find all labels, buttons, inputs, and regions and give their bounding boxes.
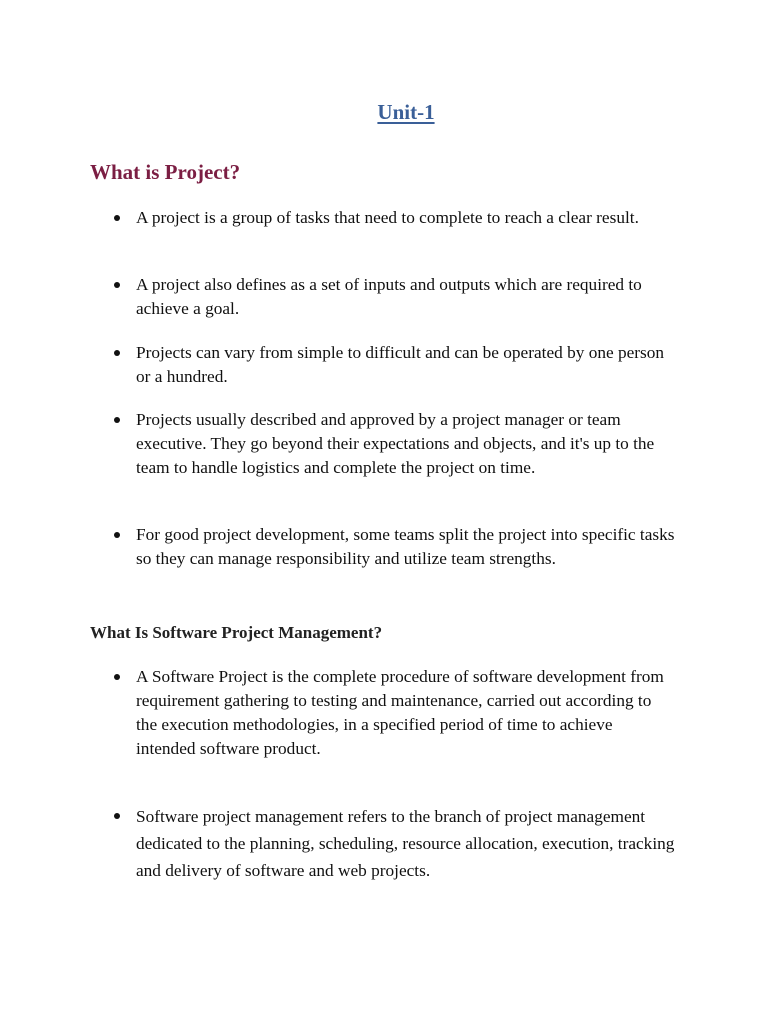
bullet-icon bbox=[114, 417, 120, 423]
list-item bbox=[136, 341, 676, 389]
list-item bbox=[136, 665, 676, 761]
bullet-icon bbox=[114, 282, 120, 288]
bullet-icon bbox=[114, 674, 120, 680]
bullet-icon bbox=[114, 350, 120, 356]
list-item bbox=[136, 273, 676, 321]
bullet-icon bbox=[114, 215, 120, 221]
list-item-text: For good project development, some teams split the project into specific tasks so they can manage responsibility and utilize team strengths. bbox=[136, 525, 675, 568]
list-item-text: A project also defines as a set of inputs and outputs which are required to achieve a goal. bbox=[136, 275, 642, 318]
list-item bbox=[136, 803, 676, 884]
list-item-text: Projects usually described and approved by a project manager or team executive. They go beyond their expectations and objects, and it's up to the team to handle logistics and complete the project on time. bbox=[136, 410, 655, 477]
list-item-text: Projects can vary from simple to difficult and can be operated by one person or a hundred. bbox=[136, 343, 665, 386]
bullet-icon bbox=[114, 532, 120, 538]
list-item bbox=[136, 523, 676, 571]
unit-title: Unit-1 bbox=[377, 100, 435, 124]
section-heading-what-is-project: What is Project? bbox=[90, 160, 241, 184]
list-item-text: A project is a group of tasks that need to complete to reach a clear result. bbox=[136, 208, 639, 227]
list-item bbox=[136, 408, 676, 480]
bullet-icon bbox=[114, 813, 120, 819]
section-heading-software-project-management: What Is Software Project Management? bbox=[90, 623, 383, 642]
list-item-text: A Software Project is the complete procedure of software development from requirement gathering to testing and maintenance, carried out according to the execution methodologies, in a specified period of time to achieve intended software product. bbox=[136, 667, 664, 758]
list-item bbox=[136, 206, 676, 230]
list-item-text: Software project management refers to the branch of project management dedicated to the planning, scheduling, resource allocation, execution, tracking and delivery of software and web projects. bbox=[136, 807, 675, 880]
